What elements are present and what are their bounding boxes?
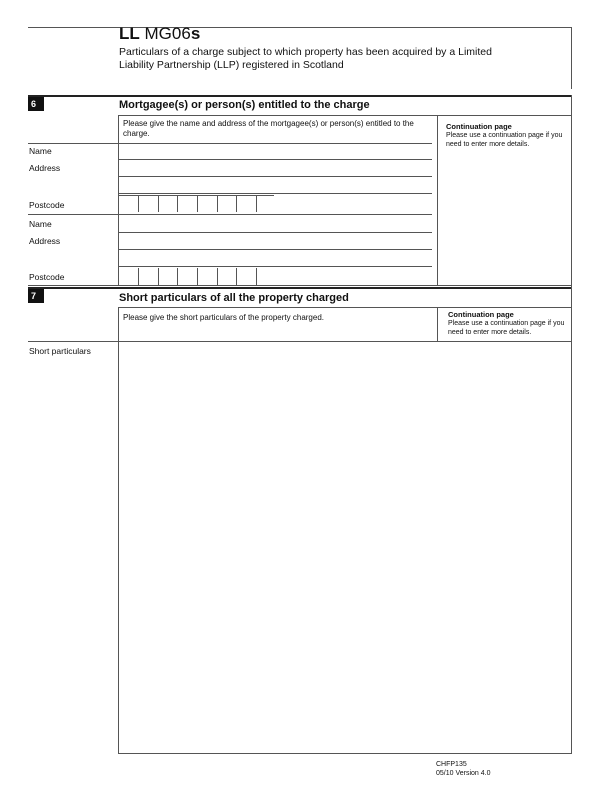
address2-line2-underline [119, 266, 432, 267]
postcode2-label: Postcode [29, 272, 65, 282]
top-rule [28, 27, 572, 28]
footer-version: 05/10 Version 4.0 [436, 770, 491, 777]
postcode2-box [256, 268, 274, 285]
name1-label: Name [29, 146, 52, 156]
address1-line1-field[interactable] [119, 160, 432, 174]
section6-title: Mortgagee(s) or person(s) entitled to the charge [119, 99, 370, 111]
postcode1-box [236, 196, 254, 212]
section7-number: 7 [28, 289, 44, 303]
form-prefix: LL [119, 24, 140, 43]
section7-instruction: Please give the short particulars of the property charged. [123, 313, 324, 322]
postcode1-bottom-rule [28, 214, 432, 215]
section6-title-underline [119, 115, 572, 116]
postcode1-field[interactable] [119, 196, 275, 212]
address2-line2-field[interactable] [119, 250, 432, 264]
short-particulars-field[interactable] [119, 342, 571, 752]
address1-label: Address [29, 163, 61, 173]
section7-top-rule [28, 287, 572, 289]
form-code-suffix: s [190, 24, 201, 43]
section6-top-rule [28, 95, 572, 97]
postcode2-box [158, 268, 176, 285]
section6-bottom-rule [28, 285, 572, 286]
postcode1-box [177, 196, 195, 212]
section6-instruction: Please give the name and address of the mortgagee(s) or person(s) entitled to the charge. [123, 119, 414, 138]
address1-line2-underline [119, 193, 432, 194]
postcode1-box [256, 196, 274, 212]
section7-right-border [571, 287, 572, 753]
postcode1-box [158, 196, 176, 212]
postcode1-label: Postcode [29, 200, 65, 210]
section6-continuation-divider [437, 115, 438, 285]
postcode1-box [138, 196, 156, 212]
name1-field[interactable] [119, 144, 432, 158]
footer-code: CHFP135 [436, 761, 467, 768]
postcode2-box [138, 268, 156, 285]
short-particulars-label: Short particulars [29, 346, 91, 356]
postcode1-box [217, 196, 235, 212]
postcode2-box [217, 268, 235, 285]
postcode2-box [177, 268, 195, 285]
address2-line1-field[interactable] [119, 233, 432, 247]
form-code [119, 24, 200, 44]
postcode2-box [236, 268, 254, 285]
name2-label: Name [29, 219, 52, 229]
section7-continuation-text: Please use a continuation page if you need to enter more details. [448, 320, 565, 336]
section6-right-border [571, 95, 572, 288]
postcode2-box [197, 268, 215, 285]
section7-title-underline [119, 307, 572, 308]
section7-title: Short particulars of all the property charged [119, 292, 349, 304]
section7-continuation-title: Continuation page [448, 310, 514, 319]
section6-number: 6 [28, 97, 44, 111]
form-code-main: MG06 [144, 24, 191, 43]
form-subtitle: Particulars of a charge subject to which property has been acquired by a Limited Liability Partnership (LLP) registered in Scotland [119, 46, 492, 71]
header-right-border [571, 27, 572, 89]
section6-continuation-title: Continuation page [446, 122, 512, 131]
address2-label: Address [29, 236, 61, 246]
section7-bottom-rule [118, 753, 572, 754]
postcode2-field[interactable] [119, 268, 275, 285]
section6-continuation-text: Please use a continuation page if you need to enter more details. [446, 132, 563, 148]
postcode1-box [197, 196, 215, 212]
name2-field[interactable] [119, 216, 432, 230]
address1-line2-field[interactable] [119, 177, 432, 191]
section7-continuation-divider [437, 307, 438, 341]
